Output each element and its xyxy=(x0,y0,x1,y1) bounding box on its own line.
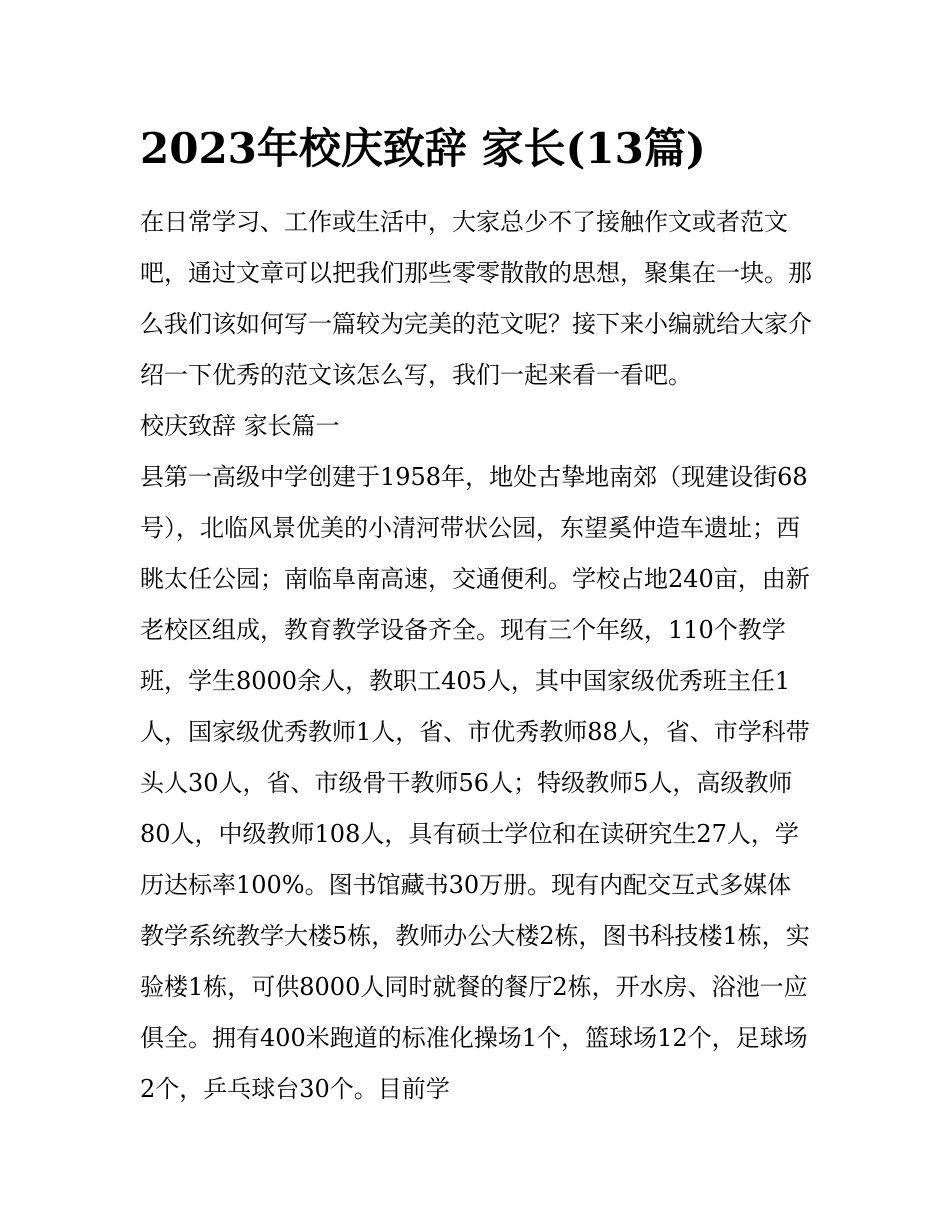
document-title: 2023年校庆致辞 家长(13篇) xyxy=(140,124,706,173)
section-paragraph: 县第一高级中学创建于1958年，地处古挚地南郊（现建设街68号），北临风景优美的小清河带状公园，东望奚仲造车遗址；西眺太任公园；南临阜南高速，交通便利。学校占地240亩，由新老校区组成，教育教学设备齐全。现有三个年级，110个教学班，学生8000余人，教职工405人，其中国家级优秀班主任1人，国家级优秀教师1人，省、市优秀教师88人，省、市学科带头人30人，省、市级骨干教师56人；特级教师5人，高级教师80人，中级教师108人，具有硕士学位和在读研究生27人，学历达标率100%。图书馆藏书30万册。现有内配交互式多媒体教学系统教学大楼5栋，教师办公大楼2栋，图书科技楼1栋，实验楼1栋，可供8000人同时就餐的餐厅2栋，开水房、浴池一应俱全。拥有400米跑道的标准化操场1个，篮球场12个，足球场2个，乒乓球台30个。目前学 xyxy=(140,463,810,1103)
intro-paragraph: 在日常学习、工作或生活中，大家总少不了接触作文或者范文吧，通过文章可以把我们那些零零散散的思想，聚集在一块。那么我们该如何写一篇较为完美的范文呢？接下来小编就给大家介绍一下优秀的范文该怎么写，我们一起来看一看吧。 xyxy=(140,208,812,389)
document-body xyxy=(140,197,812,1115)
section-heading: 校庆致辞 家长篇一 xyxy=(140,412,340,440)
